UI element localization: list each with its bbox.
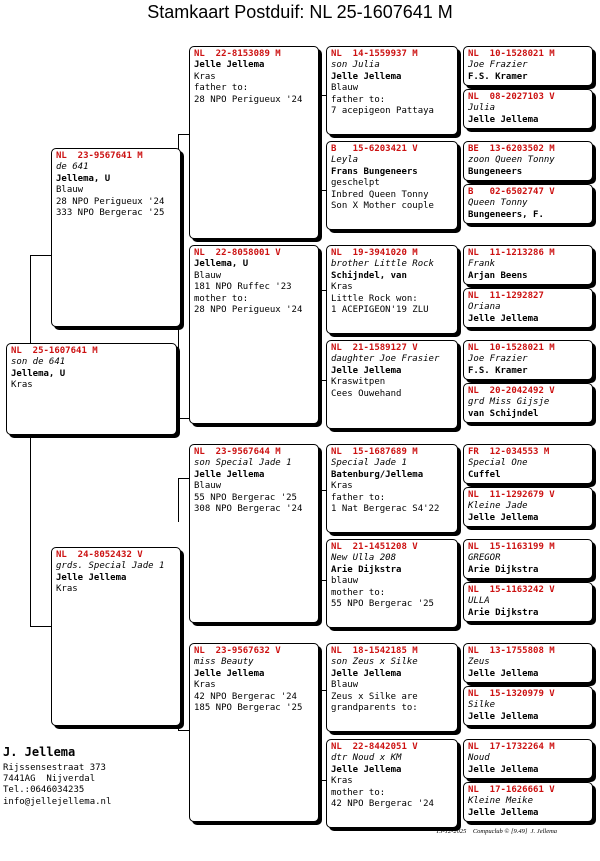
pigeon-name: son Julia [331,60,380,71]
breeder: Jelle Jellema [194,668,265,679]
pedigree-card-gen5 [463,89,593,129]
pigeon-name: Special One [468,458,528,469]
breeder: Arie Dijkstra [468,607,539,618]
pedigree-card-gen4 [326,245,458,334]
ring-number: NL 22-8153089 M [194,49,281,59]
remark: 1 Nat Bergerac S4'22 [331,504,440,515]
pedigree-card-gen3 [189,444,319,623]
owner-city: 7441AG Nijverdal [3,774,96,785]
ring-number: NL 18-1542185 M [331,646,418,656]
color: Kras [11,380,33,391]
pigeon-name: Oriana [468,302,501,313]
pigeon-name: Noud [468,753,490,764]
color: Kras [194,680,216,691]
ring-number: NL 15-1163199 M [468,542,555,552]
ring-number: NL 15-1320979 V [468,689,555,699]
pedigree-card-subject [6,343,177,435]
remark: 7 acepigeon Pattaya [331,106,434,117]
pedigree-card-sire [51,148,181,327]
pedigree-card-gen5 [463,340,593,380]
pigeon-name: daughter Joe Frasier [331,354,440,365]
pedigree-card-gen4 [326,46,458,135]
ring-number: NL 23-9567644 M [194,447,281,457]
pedigree-card-gen5 [463,582,593,622]
pedigree-card-gen5 [463,739,593,779]
ring-number: NL 22-8442051 V [331,742,418,752]
ring-number: B 15-6203421 V [331,144,418,154]
ring-number: NL 15-1163242 V [468,585,555,595]
pigeon-name: grds. Special Jade 1 [56,561,165,572]
ring-number: NL 22-8058001 V [194,248,281,258]
color: Blauw [331,680,359,691]
color: Kras [331,282,353,293]
ring-number: NL 20-2042492 V [468,386,555,396]
pedigree-card-gen3 [189,245,319,424]
pedigree-card-gen4 [326,739,458,828]
ring-number: NL 23-9567641 M [56,151,143,161]
remark: 333 NPO Bergerac '25 [56,208,165,219]
pedigree-card-dam [51,547,181,726]
breeder: Cuffel [468,469,501,480]
pigeon-name: Queen Tonny [468,198,528,209]
remark: 28 NPO Perigueux '24 [194,94,303,105]
remark: mother to: [194,293,249,304]
breeder: Schijndel, van [331,270,407,281]
pedigree-card-gen5 [463,245,593,285]
pigeon-name: Special Jade 1 [331,458,407,469]
color: Kras [56,584,78,595]
color: geschelpt [331,178,380,189]
breeder: Jellema, U [11,368,66,379]
owner-email: info@jellejellema.nl [3,796,112,807]
breeder: Jelle Jellema [468,114,539,125]
breeder: Arie Dijkstra [331,564,402,575]
ring-number: NL 21-1451208 V [331,542,418,552]
remark: 1 ACEPIGEON'19 ZLU [331,305,429,316]
remark: 55 NPO Bergerac '25 [194,492,297,503]
remark: 308 NPO Bergerac '24 [194,504,303,515]
breeder: Jelle Jellema [331,668,402,679]
remark: 28 NPO Perigueux '24 [194,305,303,316]
breeder: Jelle Jellema [468,711,539,722]
breeder: Bungeneers [468,166,523,177]
remark: Cees Ouwehand [331,388,402,399]
pedigree-card-gen5 [463,487,593,527]
breeder: Batenburg/Jellema [331,469,424,480]
breeder: Frans Bungeneers [331,166,418,177]
remark: 185 NPO Bergerac '25 [194,703,303,714]
breeder: F.S. Kramer [468,365,528,376]
remark: 28 NPO Perigueux '24 [56,196,165,207]
remark: grandparents to: [331,703,418,714]
pigeon-name: miss Beauty [194,657,254,668]
remark: 181 NPO Ruffec '23 [194,282,292,293]
pigeon-name: Kleine Jade [468,501,528,512]
pedigree-card-gen5 [463,184,593,224]
pigeon-name: son Zeus x Silke [331,657,418,668]
pedigree-card-gen3 [189,46,319,239]
pigeon-name: Joe Frazier [468,354,528,365]
ring-number: NL 24-8052432 V [56,550,143,560]
remark: father to: [331,94,386,105]
ring-number: NL 23-9567632 V [194,646,281,656]
pigeon-name: grd Miss Gijsje [468,397,550,408]
pedigree-card-gen5 [463,383,593,423]
breeder: Jelle Jellema [331,71,402,82]
ring-number: NL 14-1559937 M [331,49,418,59]
ring-number: NL 25-1607641 M [11,346,98,356]
pigeon-name: de 641 [56,162,89,173]
remark: father to: [331,492,386,503]
color: blauw [331,576,359,587]
pigeon-name: Silke [468,700,496,711]
remark: mother to: [331,787,386,798]
owner-phone: Tel.:0646034235 [3,785,85,796]
ring-number: NL 17-1732264 M [468,742,555,752]
pigeon-name: zoon Queen Tonny [468,155,555,166]
ring-number: NL 10-1528021 M [468,343,555,353]
pedigree-card-gen5 [463,782,593,822]
owner-address: Rijssensestraat 373 [3,763,106,773]
breeder: Jelle Jellema [468,668,539,679]
pigeon-name: Julia [468,103,496,114]
pedigree-card-gen4 [326,444,458,533]
remark: Inbred Queen Tonny [331,189,429,200]
breeder: Jelle Jellema [331,365,402,376]
pigeon-name: Zeus [468,657,490,668]
breeder: Jelle Jellema [468,764,539,775]
ring-number: BE 13-6203502 M [468,144,555,154]
color: Kras [331,776,353,787]
connector-line [30,428,31,626]
pedigree-card-gen4 [326,643,458,732]
color: Blauw [56,185,84,196]
connector-line [178,328,179,418]
ring-number: NL 17-1626661 V [468,785,555,795]
breeder: Jellema, U [56,173,111,184]
ring-number: NL 11-1213286 M [468,248,555,258]
color: Blauw [331,83,359,94]
ring-number: NL 11-1292827 [468,291,544,301]
breeder: F.S. Kramer [468,71,528,82]
owner-info [3,744,183,808]
connector-line [30,255,31,348]
breeder: Jelle Jellema [194,469,265,480]
pedigree-card-gen5 [463,444,593,484]
breeder: Jelle Jellema [331,764,402,775]
footer-credit: 15-12-2025 Compuclub © [9.49] J. Jellema [436,828,558,835]
remark: Zeus x Silke are [331,691,418,702]
pigeon-name: Kleine Meike [468,796,534,807]
pedigree-card-gen4 [326,539,458,628]
breeder: Jelle Jellema [468,807,539,818]
ring-number: NL 19-3941020 M [331,248,418,258]
color: Blauw [194,481,222,492]
pigeon-name: Leyla [331,155,359,166]
ring-number: NL 08-2027103 V [468,92,555,102]
pigeon-name: New Ulla 208 [331,553,397,564]
pigeon-name: GREGOR [468,553,501,564]
remark: Little Rock won: [331,293,418,304]
pedigree-card-gen5 [463,686,593,726]
breeder: Jelle Jellema [468,512,539,523]
color: Kras [331,481,353,492]
pigeon-name: Joe Frazier [468,60,528,71]
ring-number: B 02-6502747 V [468,187,555,197]
pedigree-card-gen5 [463,539,593,579]
pedigree-card-gen3 [189,643,319,822]
connector-line [30,626,52,627]
remark: 42 NPO Bergerac '24 [194,691,297,702]
pedigree-card-gen5 [463,46,593,86]
pedigree-card-gen5 [463,288,593,328]
breeder: Bungeneers, F. [468,209,544,220]
ring-number: NL 15-1687689 M [331,447,418,457]
breeder: Jelle Jellema [194,60,265,71]
pigeon-name: brother Little Rock [331,259,434,270]
ring-number: FR 12-034553 M [468,447,550,457]
breeder: Arie Dijkstra [468,564,539,575]
page-title: Stamkaart Postduif: NL 25-1607641 M [147,2,453,22]
breeder: Jelle Jellema [468,313,539,324]
color: Blauw [194,270,222,281]
ring-number: NL 21-1589127 V [331,343,418,353]
pigeon-name: Frank [468,259,496,270]
color: Kras [194,71,216,82]
pigeon-name: son de 641 [11,357,66,368]
breeder: Jellema, U [194,259,249,270]
pedigree-card-gen4 [326,141,458,230]
remark: father to: [194,83,249,94]
remark: mother to: [331,587,386,598]
pigeon-name: ULLA [468,596,490,607]
pedigree-card-gen4 [326,340,458,429]
breeder: Arjan Beens [468,270,528,281]
ring-number: NL 10-1528021 M [468,49,555,59]
ring-number: NL 11-1292679 V [468,490,555,500]
color: Kraswitpen [331,377,386,388]
pedigree-card-gen5 [463,141,593,181]
ring-number: NL 13-1755808 M [468,646,555,656]
remark: Son X Mother couple [331,201,434,212]
pigeon-name: son Special Jade 1 [194,458,292,469]
connector-line [30,255,52,256]
owner-name: J. Jellema [3,745,76,759]
pigeon-name: dtr Noud x KM [331,753,402,764]
remark: 55 NPO Bergerac '25 [331,599,434,610]
connector-line [178,478,179,522]
breeder: van Schijndel [468,408,539,419]
breeder: Jelle Jellema [56,572,127,583]
pedigree-card-gen5 [463,643,593,683]
remark: 42 NPO Bergerac '24 [331,799,434,810]
